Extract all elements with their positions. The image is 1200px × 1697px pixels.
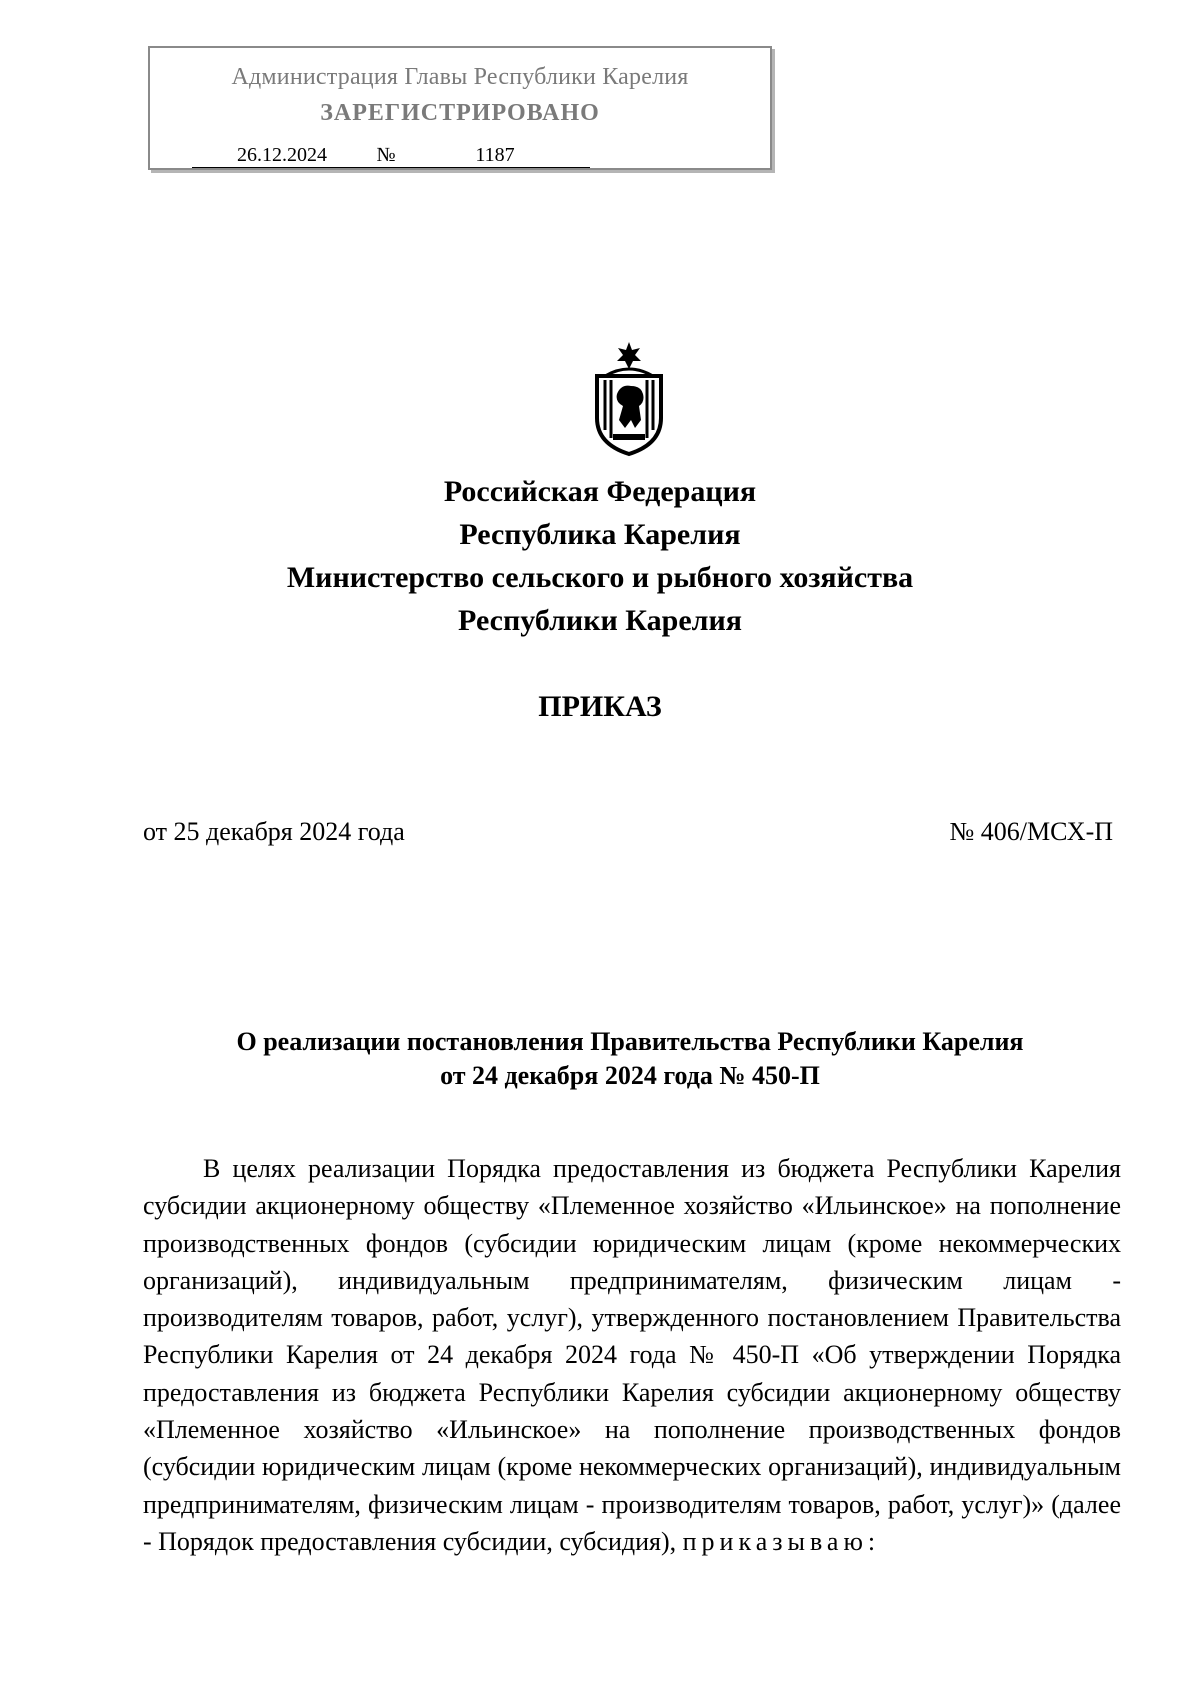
stamp-status: ЗАРЕГИСТРИРОВАНО <box>320 100 600 126</box>
header-ministry-republic: Республики Карелия <box>458 604 742 637</box>
subject-line-1: О реализации постановления Правительства Республики Карелия <box>236 1027 1024 1056</box>
stamp-authority: Администрация Главы Республики Карелия <box>231 64 689 90</box>
body-paragraph <box>143 1150 1121 1560</box>
stamp-number: 1187 <box>400 144 590 168</box>
body-text: В целях реализации Порядка предоставления из бюджета Республики Карелия субсидии акционерному обществу «Племенное хозяйство «Ильинское» на пополнение производственных фондов (субсидии юридическим лицам (кроме некоммерческих организаций), индивидуальным предпринимателям, физическим лицам - производителям товаров, работ, услуг), утвержденного постановлением Правительства Республики Карелия от 24 декабря 2024 года № 450-П «Об утверждении Порядка предоставления из бюджета Республики Карелия субсидии акционерному обществу «Племенное хозяйство «Ильинское» на пополнение производственных фондов (субсидии юридическим лицам (кроме некоммерческих организаций), индивидуальным предпринимателям, физическим лицам - производителям товаров, работ, услуг)» (далее - Порядок предоставления субсидии, субсидия), <box>143 1154 1121 1556</box>
document-date: от 25 декабря 2024 года <box>143 817 405 846</box>
header-republic: Республика Карелия <box>459 518 741 551</box>
document-type: ПРИКАЗ <box>538 690 662 723</box>
stamp-registration-line <box>192 144 752 168</box>
registration-stamp <box>148 46 772 170</box>
stamp-date: 26.12.2024 <box>192 144 372 168</box>
document-number: № 406/МСХ-П <box>949 817 1113 846</box>
decree-word: приказываю: <box>682 1526 881 1556</box>
document-subject <box>150 1025 1110 1093</box>
subject-line-2: от 24 декабря 2024 года № 450-П <box>440 1061 820 1090</box>
header-country: Российская Федерация <box>443 475 757 508</box>
header-ministry: Министерство сельского и рыбного хозяйства <box>286 561 914 594</box>
stamp-number-sign: № <box>372 144 400 168</box>
organization-header <box>0 470 1200 642</box>
karelia-coat-of-arms-icon <box>583 340 675 458</box>
